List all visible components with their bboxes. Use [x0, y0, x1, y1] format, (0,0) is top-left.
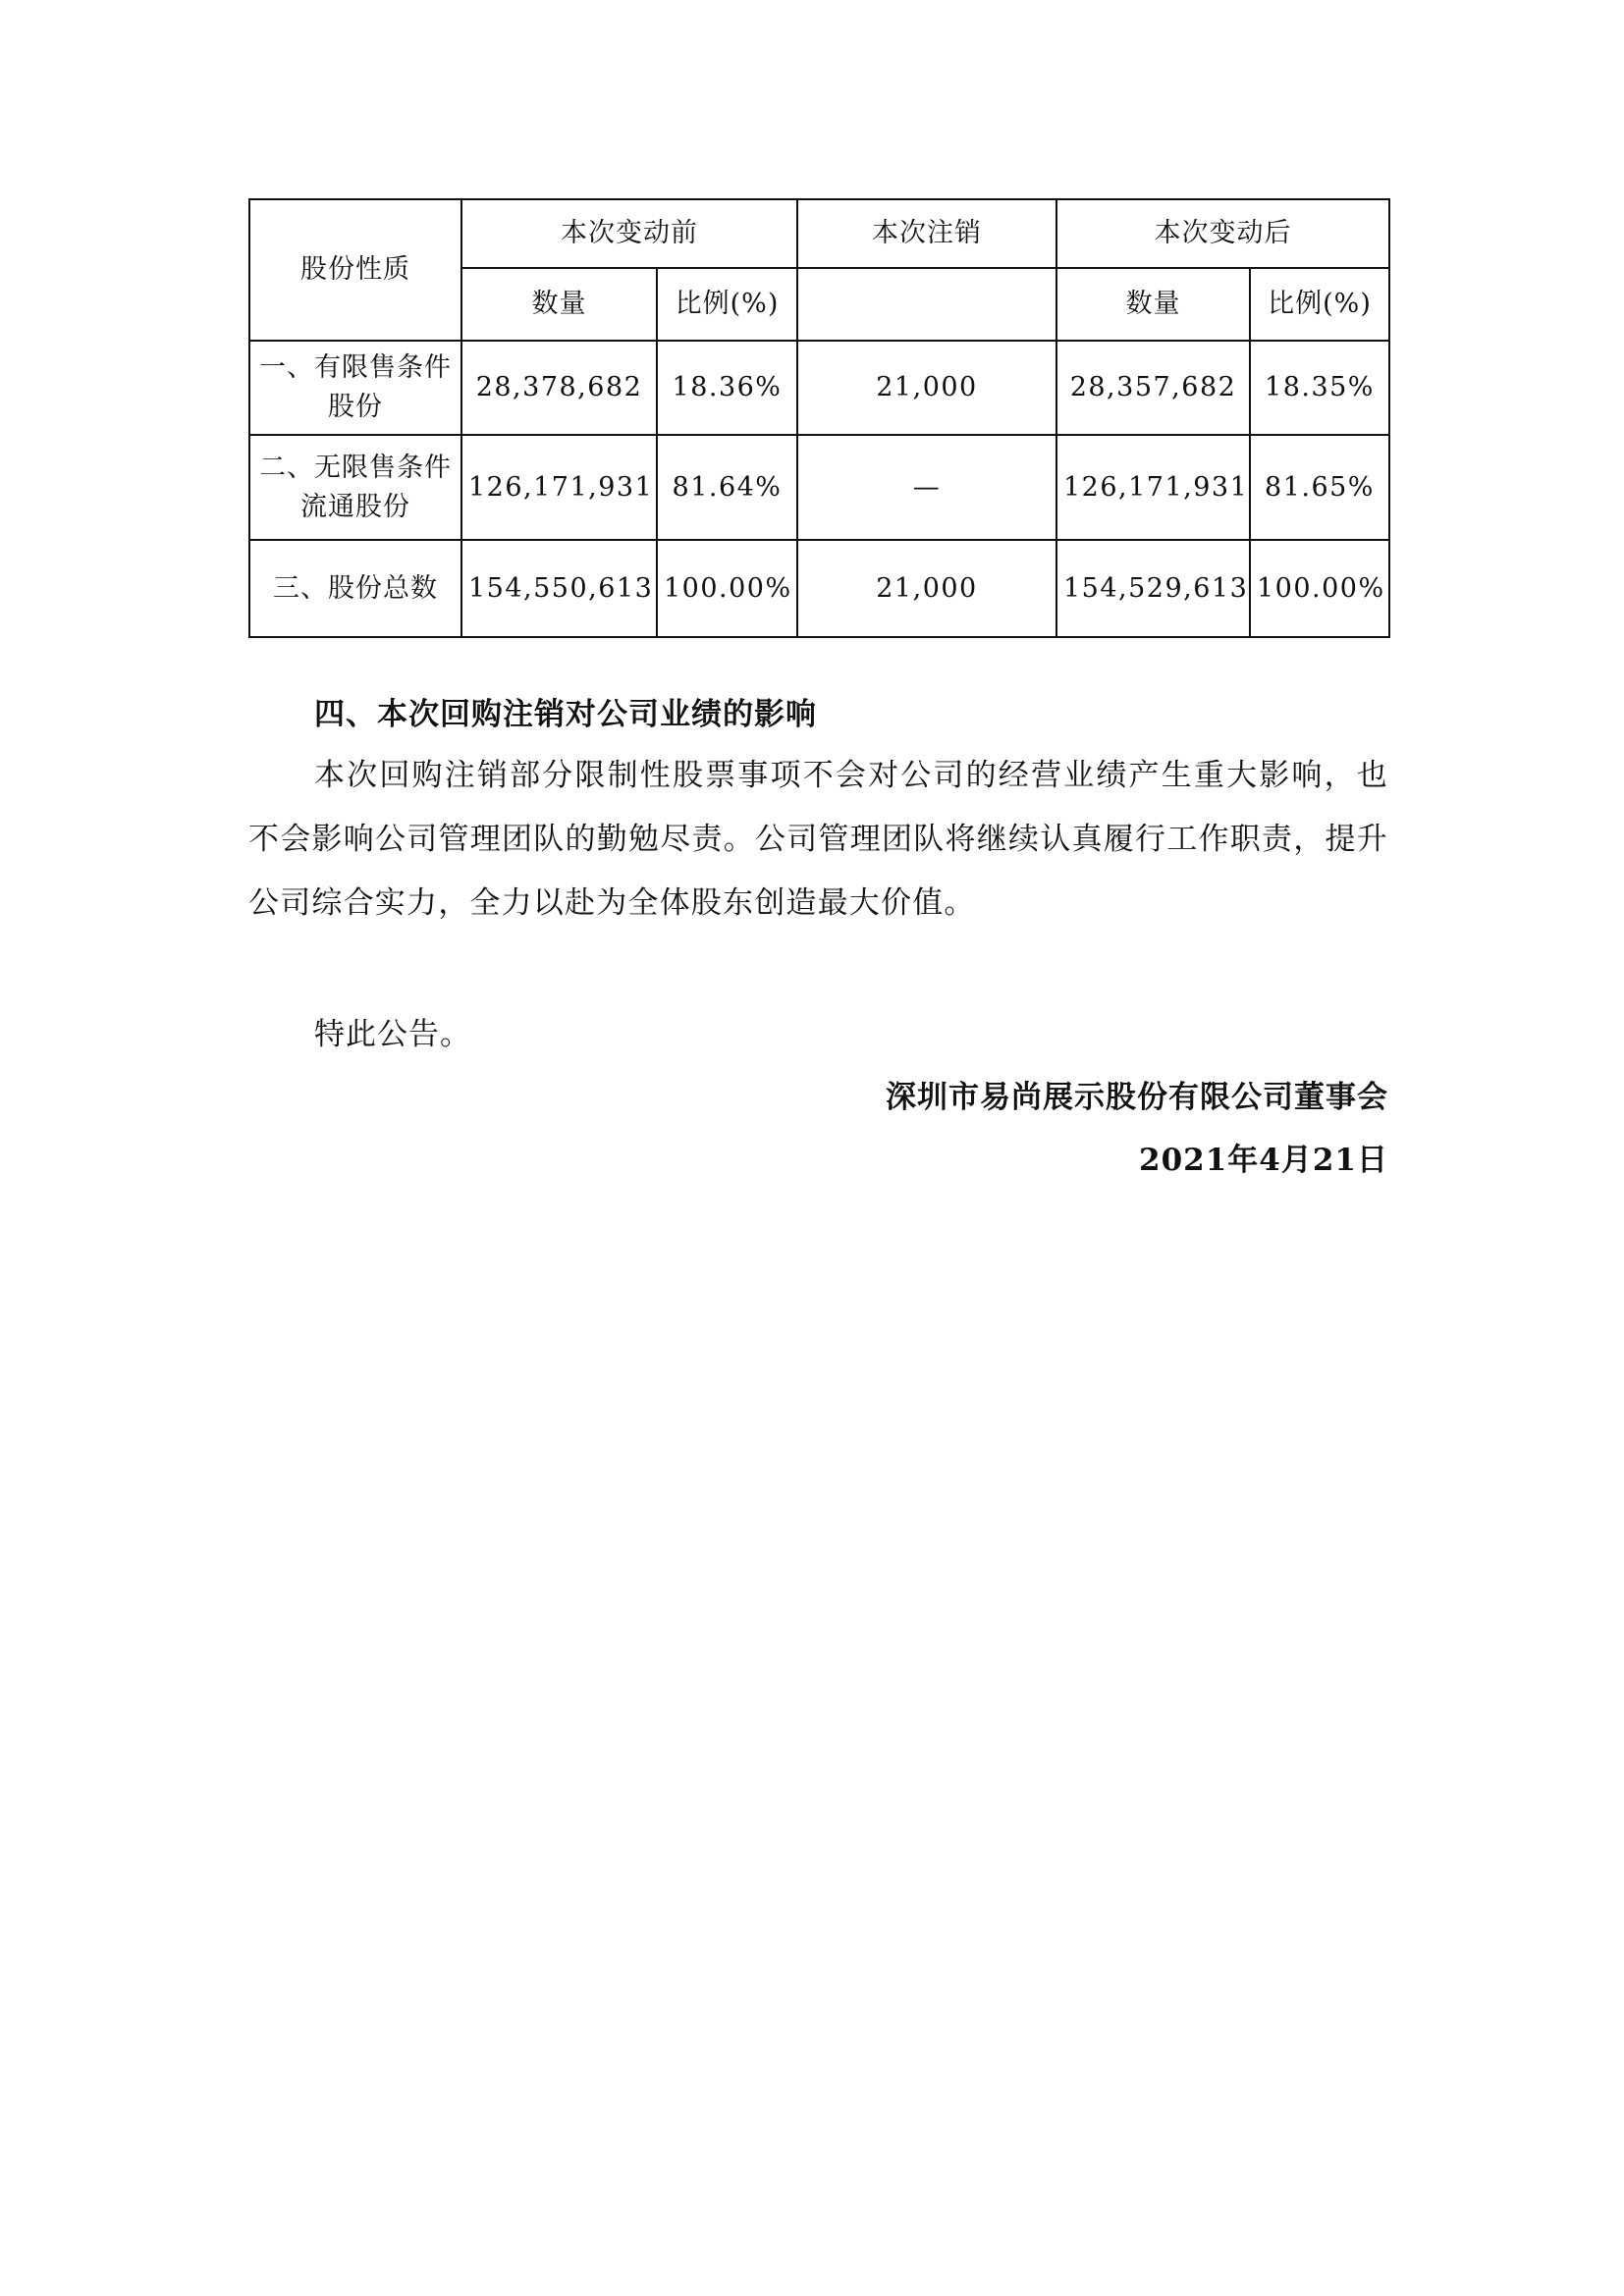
header-cancellation: 本次注销	[797, 199, 1056, 268]
cell-after-ratio: 81.65%	[1250, 435, 1389, 540]
cell-share-nature: 二、无限售条件流通股份	[249, 435, 461, 540]
cell-cancel-quantity: 21,000	[797, 540, 1056, 637]
header-cancel-empty	[797, 268, 1056, 341]
cell-share-nature: 三、股份总数	[249, 540, 461, 637]
table-row	[249, 540, 1389, 637]
cell-after-quantity: 126,171,931	[1056, 435, 1250, 540]
table-header-row	[249, 199, 1389, 268]
header-before-ratio: 比例(%)	[657, 268, 797, 341]
cell-before-ratio: 18.36%	[657, 341, 797, 435]
cell-after-quantity: 154,529,613	[1056, 540, 1250, 637]
cell-cancel-quantity: —	[797, 435, 1056, 540]
body-paragraph: 本次回购注销部分限制性股票事项不会对公司的经营业绩产生重大影响，也不会影响公司管理团队的勤勉尽责。公司管理团队将继续认真履行工作职责，提升公司综合实力，全力以赴为全体股东创造最大价值。	[248, 758, 1388, 921]
cell-before-quantity: 28,378,682	[461, 341, 657, 435]
cell-before-ratio: 81.64%	[657, 435, 797, 540]
cell-after-ratio: 18.35%	[1250, 341, 1389, 435]
header-after-ratio: 比例(%)	[1250, 268, 1389, 341]
cell-after-quantity: 28,357,682	[1056, 341, 1250, 435]
closing-statement: 特此公告。	[314, 1017, 471, 1052]
header-before-change: 本次变动前	[461, 199, 797, 268]
cell-after-ratio: 100.00%	[1250, 540, 1389, 637]
cell-before-ratio: 100.00%	[657, 540, 797, 637]
header-after-change: 本次变动后	[1056, 199, 1389, 268]
table-row	[249, 341, 1389, 435]
signature-board: 深圳市易尚展示股份有限公司董事会	[886, 1080, 1388, 1115]
cell-before-quantity: 154,550,613	[461, 540, 657, 637]
share-structure-table	[248, 198, 1390, 638]
header-before-quantity: 数量	[461, 268, 657, 341]
section-heading: 四、本次回购注销对公司业绩的影响	[314, 697, 817, 732]
cell-before-quantity: 126,171,931	[461, 435, 657, 540]
header-after-quantity: 数量	[1056, 268, 1250, 341]
cell-cancel-quantity: 21,000	[797, 341, 1056, 435]
cell-share-nature: 一、有限售条件股份	[249, 341, 461, 435]
document-date: 2021年4月21日	[1139, 1143, 1388, 1178]
header-share-nature: 股份性质	[249, 199, 461, 341]
table-row	[249, 435, 1389, 540]
